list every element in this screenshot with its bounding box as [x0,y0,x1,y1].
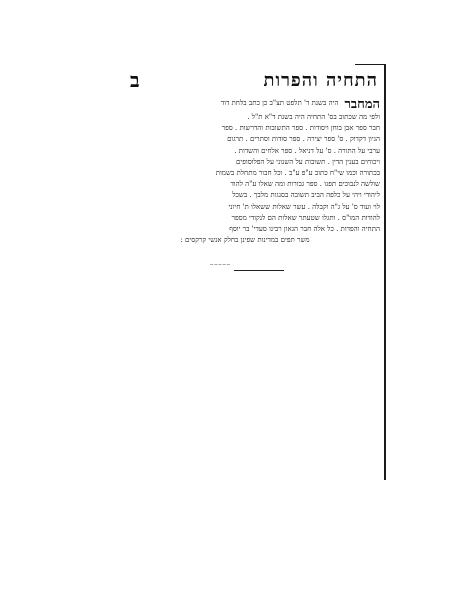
closing-ornament: ~~~~~ [209,262,231,268]
section-label: המחבר [344,98,380,112]
page-title: התחיה והפרות [263,69,378,91]
text-line: ערבי על התורה . ס' על דניאל . ספר אלחים והשדות . [234,146,380,155]
body-text [134,98,380,246]
text-line: בכתורה וכמו שי"ח כתוב ע"פ ע"ב . וכל חבור מתחלת בשמות [215,169,380,178]
text-line: להודות המו"ס . ותגלו שטעתר שאלות הם לנקודי מספר [231,213,380,222]
text-line: חבר ספר אבן בוחן ויסודות . ספר התשובות והדרשות . ספר [221,124,380,133]
text-line: ליהודי ויהי על כלפה הביב תשובה בסנגות מלבך . בשכל [232,191,380,200]
section-end-rule [234,270,284,271]
text-line: לוי ועוד ס' על ג"ה וקבלה . עשר שאלות ששאלו ת' חיוני [228,202,380,211]
text-line: הגיון דקדוק . ס' ספר יצירה . ספר סודות וסתרים . תרגום [227,135,380,144]
page-header [130,66,378,94]
page-number-letter: ב [130,67,140,92]
page-border-right [384,64,386,480]
text-line: משר תפים במדינות שפינן בחלק אנשי קרקסים : [180,236,310,245]
text-line: ולפי מה שכתוב בס' התחיה היה בשנת ד"א ת"ל . [247,113,380,121]
text-line: שולשה לנבוכים תפגו . ספר גבורות ומה שאלו ע"ה להוד [230,180,380,189]
page-border-top [355,64,386,65]
text-line: ויכוחים בענין הדין . תשובות על השנוני על הפלוסופים [236,157,380,166]
text-line: התחיה והפדות . כל אלה חבר הגאון רבינו סעדי' בר יוסף [229,225,380,234]
text-line-content: היה בשנת ד' תלפט תצ"ב כן כתב בלחת דוד [220,99,339,107]
text-line [134,98,380,112]
